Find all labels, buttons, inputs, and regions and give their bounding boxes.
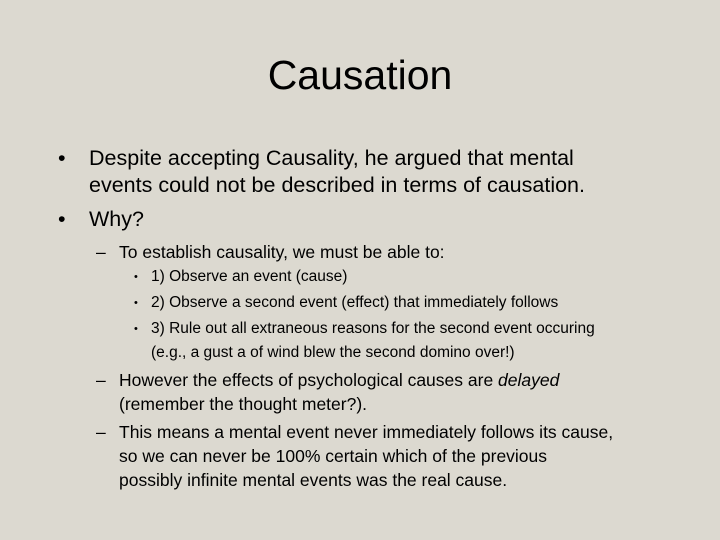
step-line: 1) Observe an event (cause) (151, 268, 348, 285)
dash-marker: – (96, 370, 106, 390)
step-line: 2) Observe a second event (effect) that immediately follows (151, 294, 559, 311)
step-line: 3) Rule out all extraneous reasons for the second event occuring (151, 320, 595, 337)
slide-title: Causation (267, 52, 453, 98)
sub-line: To establish causality, we must be able to: (119, 242, 445, 262)
step-marker: • (134, 297, 138, 309)
bullet-line: Despite accepting Causality, he argued that mental (89, 146, 574, 170)
sub-line: so we can never be 100% certain which of the previous (119, 446, 548, 466)
bullet-marker: • (58, 146, 66, 170)
dash-marker: – (96, 422, 106, 442)
step-marker: • (134, 323, 138, 335)
sub-line (119, 368, 559, 392)
sub-text: However the effects of psychological causes are (119, 370, 499, 390)
sub-line: possibly infinite mental events was the real cause. (119, 470, 508, 490)
bullet-line: Why? (89, 207, 144, 231)
dash-marker: – (96, 242, 106, 262)
bullet-marker: • (58, 207, 66, 231)
sub-line: (remember the thought meter?). (119, 394, 368, 414)
step-marker: • (134, 271, 138, 283)
sub-line: This means a mental event never immediately follows its cause, (119, 422, 614, 442)
step-line: (e.g., a gust a of wind blew the second domino over!) (151, 344, 515, 361)
bullet-line: events could not be described in terms of causation. (89, 173, 585, 197)
emphasis-delayed: delayed (498, 370, 560, 390)
